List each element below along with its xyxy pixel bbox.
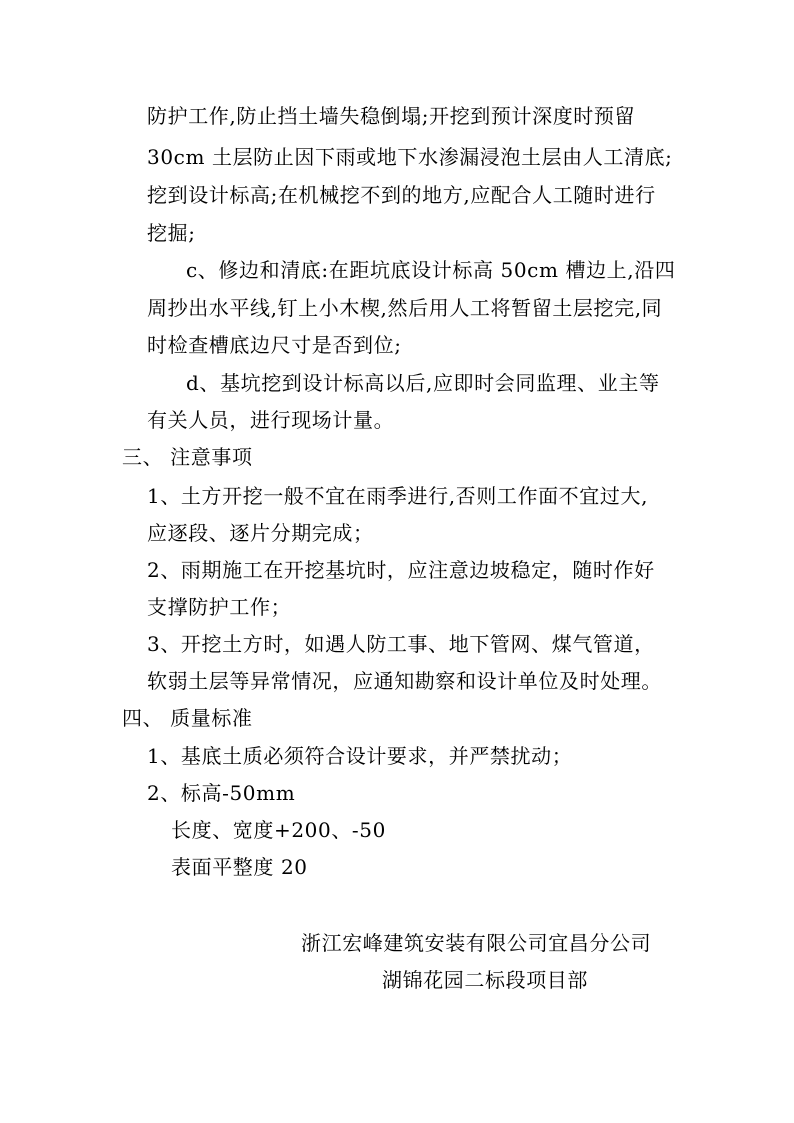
section-heading: 三、 注意事项	[122, 445, 253, 469]
list-item: 支撑防护工作；	[147, 595, 292, 619]
list-item: 软弱土层等异常情况，应通知勘察和设计单位及时处理。	[147, 669, 662, 693]
list-item: 2、雨期施工在开挖基坑时，应注意边坡稳定，随时作好	[147, 558, 655, 582]
text-line: 挖到设计标高;在机械挖不到的地方,应配合人工随时进行	[147, 183, 656, 207]
text-line: 时检查槽底边尺寸是否到位;	[147, 333, 402, 357]
text-line: 挖掘;	[147, 221, 196, 245]
company-name: 浙江宏峰建筑安装有限公司宜昌分公司	[301, 931, 652, 955]
list-item: 3、开挖土方时，如遇人防工事、地下管网、煤气管道，	[147, 632, 655, 656]
list-subitem: 表面平整度 20	[171, 855, 308, 879]
text-line: 有关人员，进行现场计量。	[147, 408, 395, 432]
section-heading: 四、 质量标准	[122, 706, 253, 730]
department-name: 湖锦花园二标段项目部	[382, 968, 588, 992]
list-item: 2、标高-50mm	[147, 781, 296, 805]
list-item: 应逐段、逐片分期完成；	[147, 521, 374, 545]
text-line: 周抄出水平线,钉上小木楔,然后用人工将暂留土层挖完,同	[147, 296, 663, 320]
text-line: 30cm 土层防止因下雨或地下水渗漏浸泡土层由人工清底;	[147, 145, 673, 169]
text-line: 防护工作,防止挡土墙失稳倒塌;开挖到预计深度时预留	[147, 104, 636, 128]
list-subitem: 长度、宽度+200、-50	[171, 818, 386, 842]
text-line: c、修边和清底:在距坑底设计标高 50cm 槽边上,沿四	[186, 258, 676, 282]
list-item: 1、基底土质必须符合设计要求，并严禁扰动；	[147, 744, 573, 768]
text-line: d、基坑挖到设计标高以后,应即时会同监理、业主等	[186, 371, 660, 395]
list-item: 1、土方开挖一般不宜在雨季进行,否则工作面不宜过大,	[147, 484, 649, 508]
